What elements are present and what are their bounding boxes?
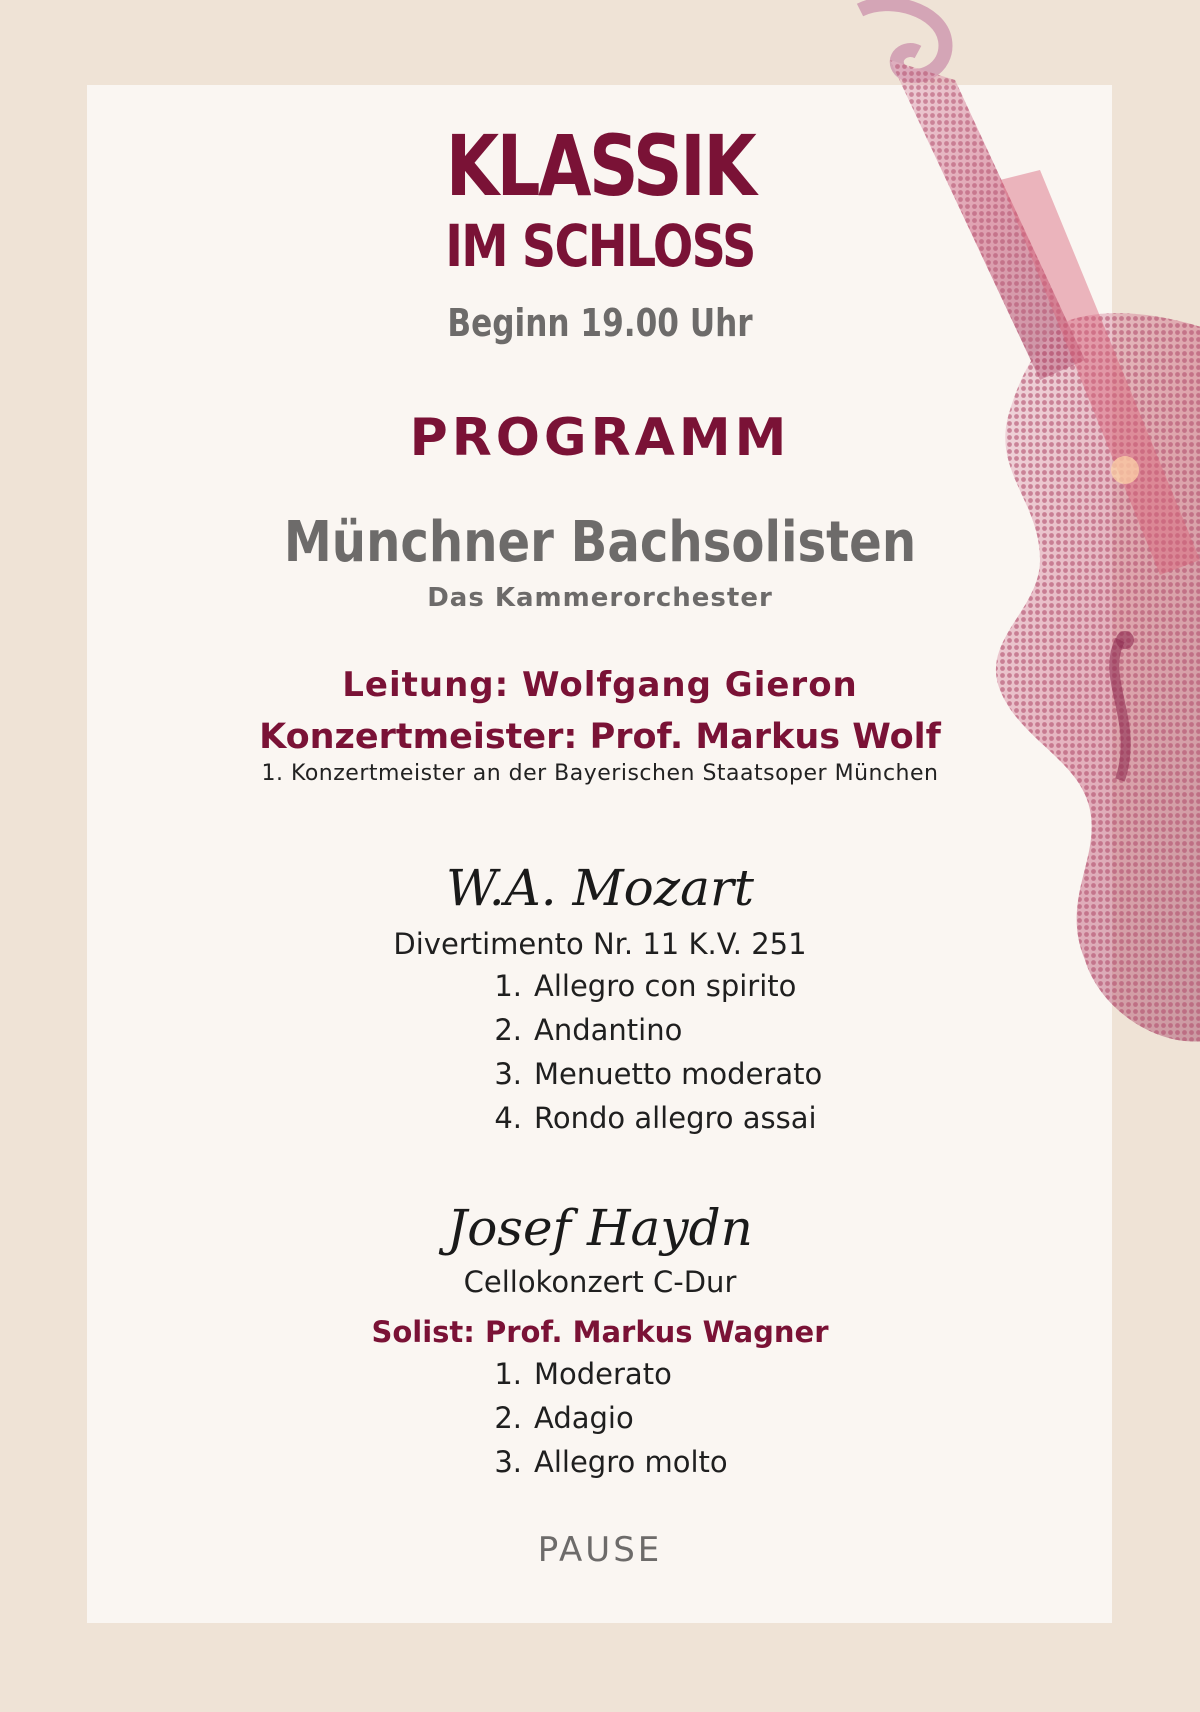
composer-mozart: W.A. Mozart: [446, 859, 754, 917]
movement-item: [478, 1356, 672, 1392]
program-heading: PROGRAMM: [409, 408, 791, 468]
movement-title: Adagio: [534, 1401, 634, 1435]
intermission-label: PAUSE: [537, 1530, 663, 1570]
movement-number: 2.: [494, 1013, 522, 1047]
conductor: Leitung: Wolfgang Gieron: [342, 665, 858, 705]
movement-item: [478, 1400, 634, 1436]
work-title: Cellokonzert C-Dur: [463, 1265, 737, 1299]
title-line-1: KLASSIK: [445, 117, 755, 215]
movement-item: [478, 1056, 822, 1092]
movement-title: Menuetto moderato: [534, 1057, 823, 1091]
movement-title: Moderato: [534, 1357, 672, 1391]
movement-item: [478, 1444, 728, 1480]
movement-number: 1.: [494, 969, 522, 1003]
movement-item: [478, 1012, 682, 1048]
movement-item: [478, 968, 796, 1004]
movement-number: 4.: [494, 1101, 522, 1135]
movement-title: Rondo allegro assai: [534, 1101, 817, 1135]
movement-number: 2.: [494, 1401, 522, 1435]
movement-title: Allegro con spirito: [534, 969, 797, 1003]
movement-number: 3.: [494, 1445, 522, 1479]
composer-haydn: Josef Haydn: [447, 1199, 753, 1257]
concertmaster: Konzertmeister: Prof. Markus Wolf: [259, 717, 941, 757]
work-title: Divertimento Nr. 11 K.V. 251: [393, 927, 807, 961]
ensemble-subtitle: Das Kammerorchester: [427, 583, 773, 613]
start-time: Beginn 19.00 Uhr: [447, 301, 753, 345]
title-line-2: IM SCHLOSS: [445, 212, 755, 280]
movement-number: 3.: [494, 1057, 522, 1091]
soloist: Solist: Prof. Markus Wagner: [371, 1315, 829, 1349]
movement-item: [478, 1100, 817, 1136]
movement-title: Andantino: [534, 1013, 683, 1047]
ensemble-name: Münchner Bachsolisten: [283, 510, 917, 575]
movement-title: Allegro molto: [534, 1445, 728, 1479]
movement-number: 1.: [494, 1357, 522, 1391]
concertmaster-note: 1. Konzertmeister an der Bayerischen Staatsoper München: [261, 761, 939, 786]
